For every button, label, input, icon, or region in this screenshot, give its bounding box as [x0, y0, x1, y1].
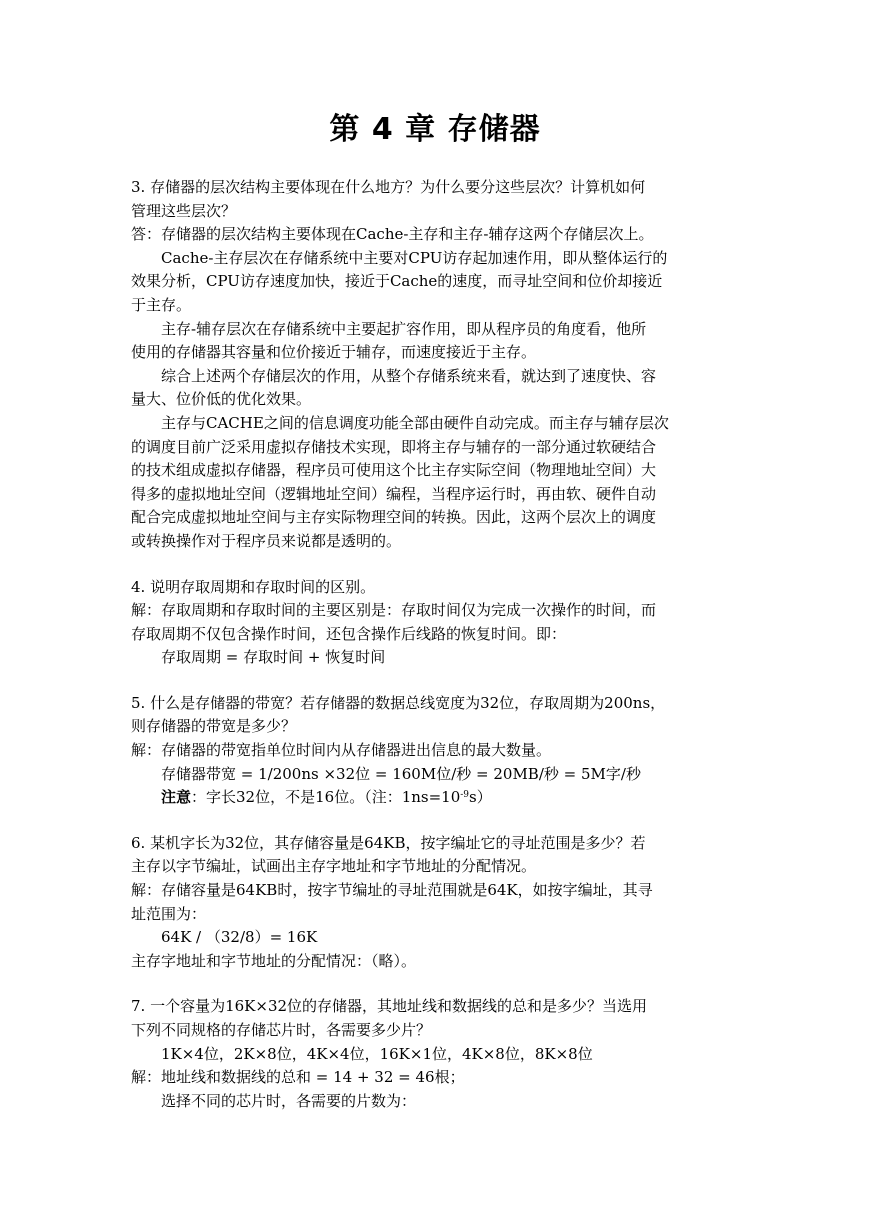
- note-text: ：字长32位，不是16位。（注：1ns=10: [191, 788, 461, 807]
- formula-line: 存取周期 = 存取时间 + 恢复时间: [161, 648, 386, 667]
- answer-text: 解：地址线和数据线的总和 = 14 + 32 = 46根；: [131, 1068, 465, 1087]
- paragraph-line: 的调度目前广泛采用虚拟存储技术实现，即将主存与辅存的一部分通过软硬结合: [131, 437, 657, 456]
- paragraph-line: 效果分析，CPU访存速度加快，接近于Cache的速度，而寻址空间和位价却接近: [131, 272, 663, 291]
- question-4: [131, 576, 739, 670]
- note-exponent: -9: [460, 790, 470, 801]
- paragraph-line: 于主存。: [131, 295, 192, 314]
- question-3: [131, 176, 739, 554]
- answer-text: 址范围为：: [131, 904, 207, 923]
- question-7: [131, 995, 739, 1113]
- question-text: 下列不同规格的存储芯片时，各需要多少片？: [131, 1021, 432, 1039]
- note-line: [131, 786, 739, 810]
- question-6: [131, 832, 739, 974]
- question-text: 7. 一个容量为16K×32位的存储器，其地址线和数据线的总和是多少？当选用: [131, 997, 648, 1016]
- question-text: 3. 存储器的层次结构主要体现在什么地方？为什么要分这些层次？计算机如何: [131, 178, 646, 196]
- paragraph-line: 使用的存储器其容量和位价接近于辅存，而速度接近于主存。: [131, 343, 537, 362]
- answer-text: 选择不同的芯片时，各需要的片数为：: [161, 1091, 417, 1110]
- answer-text: 解：存储器的带宽指单位时间内从存储器进出信息的最大数量。: [131, 741, 552, 760]
- question-text: 6. 某机字长为32位，其存储容量是64KB，按字编址它的寻址范围是多少？若: [131, 833, 646, 852]
- document-content: [131, 0, 739, 1113]
- question-text: 5. 什么是存储器的带宽？若存储器的数据总线宽度为32位，存取周期为200ns，: [131, 693, 666, 712]
- formula-line: 64K / （32/8）= 16K: [161, 928, 318, 947]
- question-text: 则存储器的带宽是多少？: [131, 717, 297, 736]
- note-label: 注意: [161, 788, 192, 807]
- paragraph-line: 主存与CACHE之间的信息调度功能全部由硬件自动完成。而主存与辅存层次: [161, 413, 669, 432]
- paragraph-line: 量大、位价低的优化效果。: [131, 390, 312, 409]
- answer-text: 解：存储容量是64KB时，按字节编址的寻址范围就是64K，如按字编址，其寻: [131, 881, 653, 900]
- answer-text: 存取周期不仅包含操作时间，还包含操作后线路的恢复时间。即：: [131, 624, 567, 643]
- chip-list: 1K×4位，2K×8位，4K×4位，16K×1位，4K×8位，8K×8位: [161, 1044, 593, 1063]
- answer-text: 解：存取周期和存取时间的主要区别是：存取时间仅为完成一次操作的时间，而: [131, 601, 657, 620]
- answer-text: 主存字地址和字节地址的分配情况：（略）。: [131, 951, 417, 970]
- paragraph-line: 综合上述两个存储层次的作用，从整个存储系统来看，就达到了速度快、容: [161, 366, 657, 385]
- chapter-title: 第 4 章 存储器: [329, 112, 541, 147]
- answer-text: 答：存储器的层次结构主要体现在Cache-主存和主存-辅存这两个存储层次上。: [131, 225, 654, 244]
- paragraph-line: Cache-主存层次在存储系统中主要对CPU访存起加速作用，即从整体运行的: [161, 248, 668, 267]
- paragraph-line: 主存-辅存层次在存储系统中主要起扩容作用，即从程序员的角度看，他所: [161, 319, 647, 338]
- paragraph-line: 的技术组成虚拟存储器，程序员可使用这个比主存实际空间（物理地址空间）大: [131, 461, 657, 480]
- paragraph-line: 得多的虚拟地址空间（逻辑地址空间）编程，当程序运行时，再由软、硬件自动: [131, 484, 657, 503]
- question-text: 主存以字节编址，试画出主存字地址和字节地址的分配情况。: [131, 857, 537, 876]
- paragraph-line: 或转换操作对于程序员来说都是透明的。: [131, 531, 402, 550]
- question-text: 4. 说明存取周期和存取时间的区别。: [131, 577, 376, 596]
- note-tail: s）: [469, 788, 492, 807]
- formula-line: 存储器带宽 = 1/200ns ×32位 = 160M位/秒 = 20MB/秒 = 5M字/秒: [161, 764, 641, 783]
- question-text: 管理这些层次？: [131, 201, 237, 220]
- question-5: [131, 692, 739, 810]
- paragraph-line: 配合完成虚拟地址空间与主存实际物理空间的转换。因此，这两个层次上的调度: [131, 508, 657, 527]
